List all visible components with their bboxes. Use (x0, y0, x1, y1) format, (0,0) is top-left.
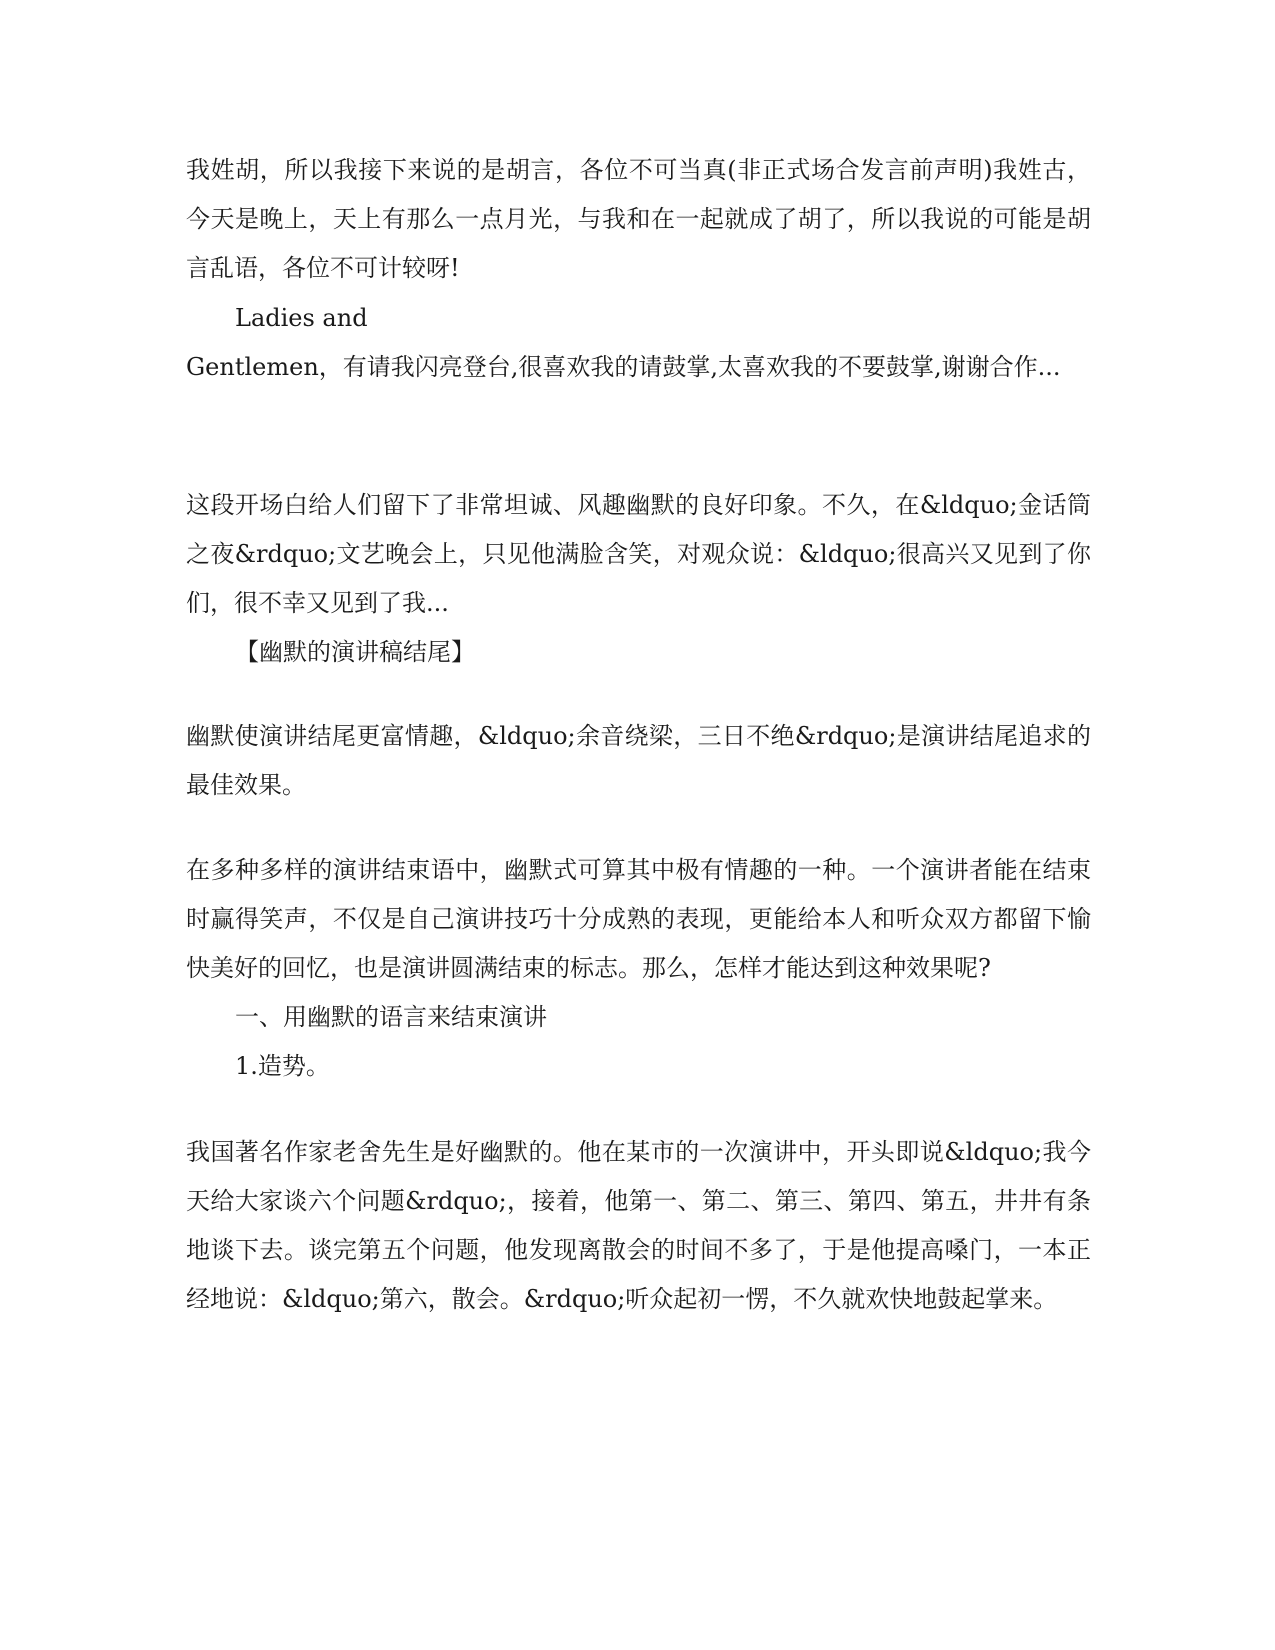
heading-humorous-language: 一、用幽默的语言来结束演讲 (235, 1003, 547, 1031)
paragraph-ladies-and: Ladies and (235, 304, 368, 332)
paragraph-gentlemen: Gentlemen，有请我闪亮登台,很喜欢我的请鼓掌,太喜欢我的不要鼓掌,谢谢合作... (186, 353, 1061, 381)
paragraph-opening-statement: 我姓胡，所以我接下来说的是胡言，各位不可当真(非正式场合发言前声明)我姓古，今天是晚上，天上有那么一点月光，与我和在一起就成了胡了，所以我说的可能是胡言乱语，各位不可计较呀! (186, 156, 1091, 282)
paragraph-ending-speech: 在多种多样的演讲结束语中，幽默式可算其中极有情趣的一种。一个演讲者能在结束时赢得笑声，不仅是自己演讲技巧十分成熟的表现，更能给本人和听众双方都留下愉快美好的回忆，也是演讲圆满结束的标志。那么，怎样才能达到这种效果呢? (186, 856, 1091, 982)
heading-momentum: 1.造势。 (235, 1052, 330, 1080)
paragraph-lao-she: 我国著名作家老舍先生是好幽默的。他在某市的一次演讲中，开头即说&ldquo;我今天给大家谈六个问题&rdquo;，接着，他第一、第二、第三、第四、第五，井井有条地谈下去。谈完第五个问题，他发现离散会的时间不多了，于是他提高嗓门，一本正经地说：&ldquo;第六，散会。&rdquo;听众起初一愣，不久就欢快地鼓起掌来。 (186, 1138, 1091, 1313)
paragraph-impression: 这段开场白给人们留下了非常坦诚、风趣幽默的良好印象。不久，在&ldquo;金话筒之夜&rdquo;文艺晚会上，只见他满脸含笑，对观众说：&ldquo;很高兴又见到了你们，很不幸又见到了我... (186, 491, 1091, 617)
section-heading-ending: 【幽默的演讲稿结尾】 (235, 638, 475, 666)
paragraph-humor-ending: 幽默使演讲结尾更富情趣，&ldquo;余音绕梁，三日不绝&rdquo;是演讲结尾追求的最佳效果。 (186, 722, 1091, 799)
